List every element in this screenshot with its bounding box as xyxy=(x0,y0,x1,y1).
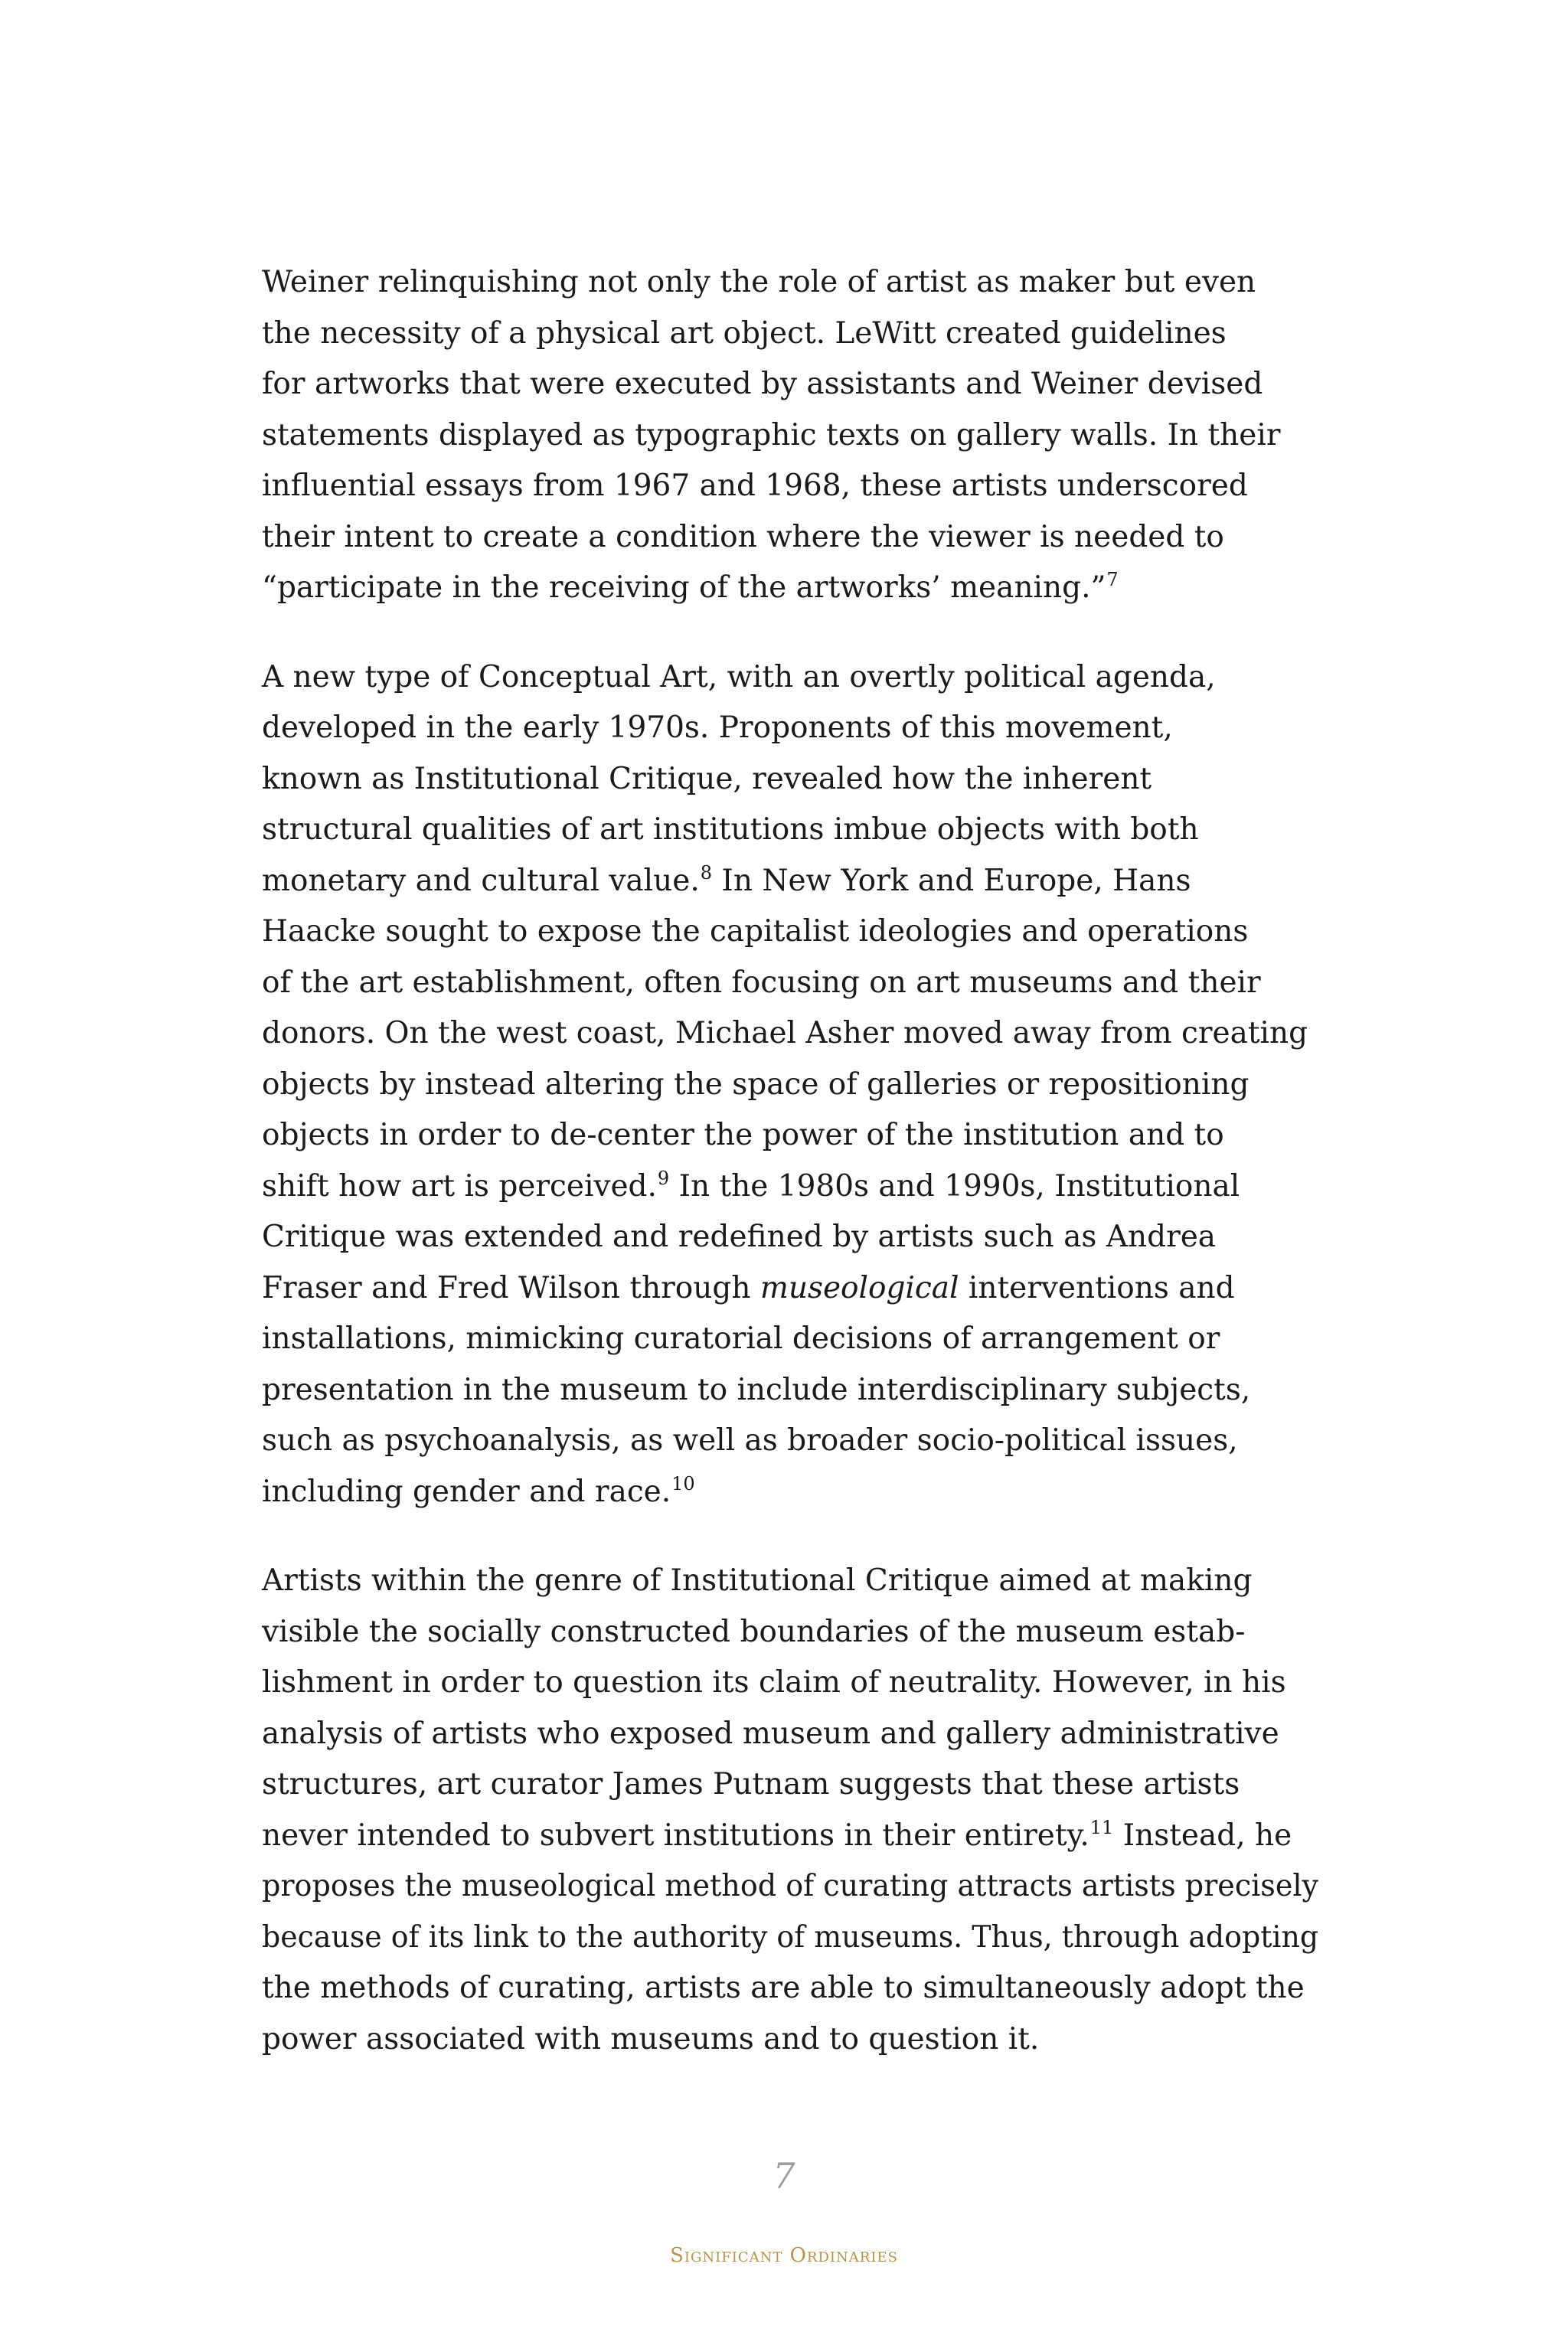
line-text: influential essays from 1967 and 1968, these artists underscored xyxy=(262,469,1248,503)
paragraph-gap xyxy=(262,614,1318,652)
line-text: Artists within the genre of Institutional Critique aimed at making xyxy=(262,1563,1253,1598)
text-line xyxy=(262,652,1318,704)
line-text: shift how art is perceived. xyxy=(262,1168,657,1204)
paragraph xyxy=(262,1556,1318,2065)
line-text-continued: Instead, he xyxy=(1113,1818,1292,1853)
line-text: structural qualities of art institutions imbue objects with both xyxy=(262,812,1199,847)
line-text-continued: interventions and xyxy=(959,1270,1235,1305)
text-line xyxy=(262,1963,1318,2014)
line-text: such as psychoanalysis, as well as broader socio-political issues, xyxy=(262,1423,1238,1458)
line-text: for artworks that were executed by assistants and Weiner devised xyxy=(262,367,1263,401)
footnote-reference[interactable]: 7 xyxy=(1106,569,1119,590)
paragraph xyxy=(262,652,1318,1518)
line-text: the methods of curating, artists are able to simultaneously adopt the xyxy=(262,1971,1305,2005)
text-line xyxy=(262,257,1318,309)
line-text: never intended to subvert institutions in their entirety. xyxy=(262,1818,1089,1853)
text-line xyxy=(262,1110,1318,1161)
line-text: because of its link to the authority of museums. Thus, through adopting xyxy=(262,1919,1319,1955)
text-line xyxy=(262,754,1318,805)
text-line xyxy=(262,856,1318,907)
footnote-reference[interactable]: 11 xyxy=(1089,1816,1114,1838)
line-text: Weiner relinquishing not only the role of artist as maker but even xyxy=(262,265,1256,299)
line-text: statements displayed as typographic texts on gallery walls. In their xyxy=(262,417,1281,452)
line-text: objects in order to de-center the power of the institution and to xyxy=(262,1118,1224,1152)
line-text: donors. On the west coast, Michael Asher moved away from creating xyxy=(262,1016,1308,1050)
text-line xyxy=(262,1811,1318,1862)
line-text: A new type of Conceptual Art, with an overtly political agenda, xyxy=(262,659,1216,694)
text-line xyxy=(262,1759,1318,1811)
line-text: visible the socially constructed boundaries of the museum estab- xyxy=(262,1614,1246,1649)
text-line xyxy=(262,1060,1318,1111)
text-line xyxy=(262,1314,1318,1365)
running-title: Significant Ordinaries xyxy=(670,2244,898,2267)
text-line xyxy=(262,1861,1319,1913)
paragraph xyxy=(262,257,1318,614)
line-text: installations, mimicking curatorial decisions of arrangement or xyxy=(262,1321,1220,1356)
text-line xyxy=(262,309,1318,360)
line-text: structures, art curator James Putnam suggests that these artists xyxy=(262,1767,1240,1802)
line-text: the necessity of a physical art object. LeWitt created guidelines xyxy=(262,315,1227,351)
text-line xyxy=(262,1263,1318,1315)
line-text: developed in the early 1970s. Proponents of this movement, xyxy=(262,710,1173,745)
line-text: objects by instead altering the space of galleries or repositioning xyxy=(262,1067,1250,1102)
text-line xyxy=(262,2014,1318,2066)
line-text-continued: In the 1980s and 1990s, Institutional xyxy=(669,1168,1240,1204)
text-line xyxy=(262,1467,1318,1518)
text-line xyxy=(262,1008,1318,1060)
text-line xyxy=(262,1416,1318,1467)
line-text: Critique was extended and redefined by artists such as Andrea xyxy=(262,1220,1217,1254)
line-text: of the art establishment, often focusing on art museums and their xyxy=(262,965,1261,1000)
line-text: Haacke sought to expose the capitalist ideologies and operations xyxy=(262,914,1249,949)
line-text: lishment in order to question its claim of neutrality. However, in his xyxy=(262,1665,1286,1700)
body-text xyxy=(262,257,1318,2065)
line-text: proposes the museological method of curating attracts artists precisely xyxy=(262,1869,1319,1903)
text-line xyxy=(262,461,1318,512)
line-text: power associated with museums and to question it. xyxy=(262,2021,1040,2056)
text-line xyxy=(262,1161,1318,1213)
line-text: “participate in the receiving of the artworks’ meaning.” xyxy=(262,570,1106,605)
text-line xyxy=(262,1556,1318,1607)
text-line xyxy=(262,359,1318,410)
text-line xyxy=(262,1709,1318,1760)
footnote-reference[interactable]: 10 xyxy=(671,1472,695,1494)
text-line xyxy=(262,1607,1318,1658)
line-text-continued: In New York and Europe, Hans xyxy=(712,863,1191,898)
text-line xyxy=(262,1913,1319,1964)
text-line xyxy=(262,410,1318,462)
page-number: 7 xyxy=(773,2155,795,2197)
text-line xyxy=(262,703,1318,754)
footnote-reference[interactable]: 9 xyxy=(657,1167,670,1189)
paragraph-gap xyxy=(262,1517,1318,1556)
text-line xyxy=(262,958,1318,1009)
line-text: known as Institutional Critique, revealed how the inherent xyxy=(262,761,1152,796)
line-text: including gender and race. xyxy=(262,1474,671,1509)
text-line xyxy=(262,1658,1318,1709)
line-text: analysis of artists who exposed museum and gallery administrative xyxy=(262,1716,1279,1751)
line-text: monetary and cultural value. xyxy=(262,863,700,898)
footnote-reference[interactable]: 8 xyxy=(700,861,713,884)
text-line xyxy=(262,512,1318,564)
text-line xyxy=(262,1212,1318,1263)
text-line xyxy=(262,1365,1318,1416)
italic-term: museological xyxy=(760,1270,959,1305)
text-line xyxy=(262,906,1318,958)
line-text: presentation in the museum to include interdisciplinary subjects, xyxy=(262,1372,1251,1407)
line-text: their intent to create a condition where the viewer is needed to xyxy=(262,519,1224,554)
text-line xyxy=(262,563,1318,614)
line-text: Fraser and Fred Wilson through xyxy=(262,1270,760,1305)
text-line xyxy=(262,805,1318,856)
